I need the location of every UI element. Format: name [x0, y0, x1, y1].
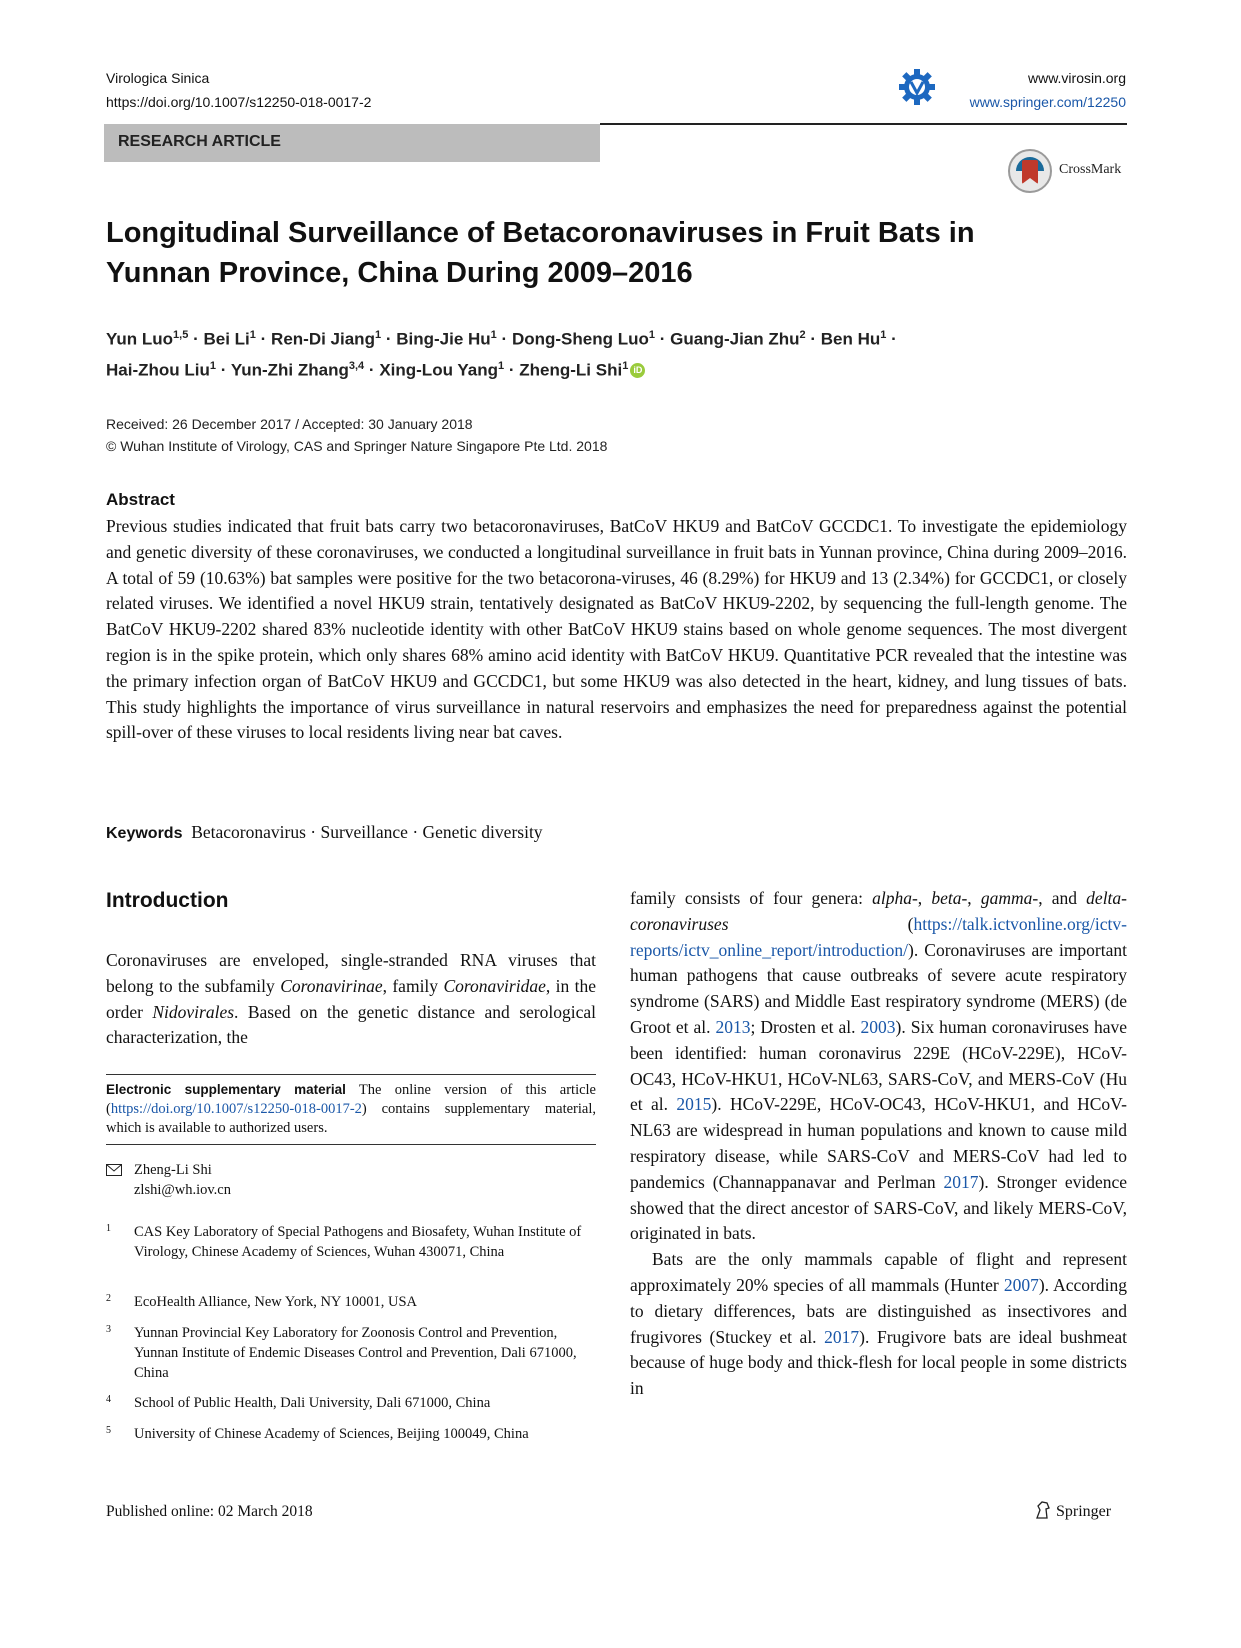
header-rule	[600, 123, 1127, 125]
footnote-rule-2	[106, 1144, 596, 1145]
article-type-label: RESEARCH ARTICLE	[118, 133, 281, 150]
virosin-logo-icon	[898, 68, 936, 106]
corresponding-email[interactable]: zlshi@wh.iov.cn	[134, 1182, 231, 1198]
publisher-name: Springer	[1056, 1503, 1112, 1520]
abstract-heading: Abstract	[106, 490, 175, 509]
intro-paragraph: family consists of four genera: alpha-, beta-, gamma-, and delta-coronaviruses (https://talk.ictvonline.org/ictv-reports/ictv_online_report/introduction/). Coronaviruses are important human pathogens that cause outbreaks of severe acute respiratory syndrome (SARS) and Middle East respiratory syndrome (MERS) (de Groot et al. 2013; Drosten et al. 2003). Six human coronaviruses have been identified: human coronavirus 229E (HCoV-229E), HCoV-OC43, HCoV-HKU1, HCoV-NL63, SARS-CoV, and MERS-CoV (Hu et al. 2015). HCoV-229E, HCoV-OC43, HCoV-HKU1, and HCoV-NL63 are widespread in human populations and known to cause mild respiratory disease, while SARS-CoV and MERS-CoV had led to pandemics (Channappanavar and Perlman 2017). Stronger evidence showed that the direct ancestor of SARS-CoV, and likely MERS-CoV, originated in bats.	[630, 888, 1128, 1244]
intro-paragraph: Bats are the only mammals capable of flight and represent approximately 20% species of all mammals (Hunter 2007). According to dietary differences, bats are distinguished as insectivores and frugivores (Stuckey et al. 2017). Frugivore bats are ideal bushmeat because of huge body and thick-flesh for local people in some districts in	[630, 1249, 1127, 1399]
intro-heading: Introduction	[106, 889, 229, 912]
keywords	[106, 822, 543, 843]
received-accepted: Received: 26 December 2017 / Accepted: 30 January 2018	[106, 416, 473, 432]
citation-link[interactable]: 2017	[824, 1326, 860, 1347]
author-name: Yun Luo	[106, 329, 174, 349]
springer-horse-icon	[1034, 1500, 1052, 1520]
springer-url[interactable]: www.springer.com/12250	[969, 94, 1126, 110]
corresponding-author: Zheng-Li Shi	[134, 1162, 212, 1178]
correspondence	[106, 1160, 596, 1200]
intro-left-text: Coronaviruses are enveloped, single-stranded RNA viruses that belong to the subfamily Coronavirinae, family Coronaviridae, in the order Nidovirales. Based on the genetic distance and serological characterization, the	[106, 950, 596, 1048]
citation-link[interactable]: 2007	[1003, 1274, 1039, 1295]
author-name: Dong-Sheng Luo	[511, 329, 649, 349]
citation-link[interactable]: 2017	[943, 1171, 979, 1192]
author-name: Guang-Jian Zhu	[670, 329, 800, 349]
crossmark-label: CrossMark	[1059, 162, 1122, 177]
intro-right-text	[630, 886, 1127, 1402]
article-dates	[106, 413, 607, 457]
affiliation: 5 University of Chinese Academy of Sciences, Beijing 100049, China	[106, 1425, 529, 1442]
journal-header	[106, 66, 371, 114]
author-name: Hai-Zhou Liu	[106, 360, 210, 380]
keywords-list: Betacoronavirus · Surveillance · Genetic diversity	[191, 822, 543, 842]
citation-link[interactable]: 2003	[860, 1016, 896, 1037]
author-name: Bing-Jie Hu	[396, 329, 491, 349]
author-name: Zheng-Li Shi	[519, 360, 623, 380]
author-name: Ben Hu	[820, 329, 881, 349]
ictv-link[interactable]: https://talk.ictvonline.org/ictv-reports/ictv_online_report/introduction/	[630, 913, 1127, 960]
author-name: Ren-Di Jiang	[271, 329, 375, 349]
site-links	[970, 66, 1126, 114]
esm-doi-link[interactable]: https://doi.org/10.1007/s12250-018-0017-2	[110, 1101, 362, 1117]
doi-text: https://doi.org/10.1007/s12250-018-0017-2	[106, 94, 372, 110]
author-affil: 1,5	[173, 329, 189, 341]
author-list: Yun Luo$^{1,5}$ · Bei Li$^1$ · Ren-Di Jiang$^1$ · Bing-Jie Hu$^1$ · Dong-Sheng Luo$^1$ · Guang-Jian Zhu$^2$ · Ben Hu$^1$ · Hai-Zhou Liu$^1$ · Yun-Zhi Zhang$^{3,4}$ · Xing-Lou Yang$^1$ · Zheng-Li Shi$^1$ iD	[106, 329, 897, 380]
affiliation: 2 EcoHealth Alliance, New York, NY 10001, USA	[106, 1293, 417, 1310]
springer-footer	[1034, 1500, 1111, 1521]
copyright-line: © Wuhan Institute of Virology, CAS and Springer Nature Singapore Pte Ltd. 2018	[106, 438, 608, 454]
journal-name: Virologica Sinica	[106, 70, 210, 86]
orcid-icon[interactable]: iD	[630, 363, 645, 378]
affiliation: 1 CAS Key Laboratory of Special Pathogens and Biosafety, Wuhan Institute of Virology, Chinese Academy of Sciences, Wuhan 430071, China	[106, 1223, 582, 1260]
author-name: Bei Li	[203, 329, 250, 349]
published-date: Published online: 02 March 2018	[106, 1503, 313, 1520]
crossmark-icon	[1007, 148, 1053, 194]
author-name: Xing-Lou Yang	[379, 360, 498, 380]
article-title: Longitudinal Surveillance of Betacoronaviruses in Fruit Bats in Yunnan Province, China During 2009–2016	[106, 217, 975, 289]
virosin-url[interactable]: www.virosin.org	[1027, 70, 1126, 86]
keywords-label: Keywords	[106, 825, 183, 842]
supplementary-note: Electronic supplementary material The online version of this article (https://doi.org/10.1007/s12250-018-0017-2) contains supplementary material, which is available to authorized users.	[106, 1082, 596, 1136]
citation-link[interactable]: 2013	[715, 1016, 751, 1037]
crossmark-badge[interactable]	[1007, 148, 1122, 199]
citation-link[interactable]: 2015	[676, 1094, 712, 1115]
author-name: Yun-Zhi Zhang	[230, 360, 349, 380]
article-type-banner	[104, 124, 600, 162]
esm-label: Electronic supplementary material	[106, 1082, 346, 1097]
envelope-icon	[106, 1164, 122, 1176]
affiliation: 3 Yunnan Provincial Key Laboratory for Zoonosis Control and Prevention, Yunnan Institute of Endemic Diseases Control and Prevention, Dali 671000, China	[106, 1324, 577, 1381]
abstract-text: Previous studies indicated that fruit bats carry two betacoronaviruses, BatCoV HKU9 and BatCoV GCCDC1. To investigate the epidemiology and genetic diversity of these coronaviruses, we conducted a longitudinal surveillance in fruit bats in Yunnan province, China during 2009–2016. A total of 59 (10.63%) bat samples were positive for the two betacorona-viruses, 46 (8.29%) for HKU9 and 13 (2.34%) for GCCDC1, or closely related viruses. We identified a novel HKU9 strain, tentatively designated as BatCoV HKU9-2202, by sequencing the full-length genome. The BatCoV HKU9-2202 shared 83% nucleotide identity with other BatCoV HKU9 stains based on whole genome sequences. The most divergent region is in the spike protein, which only shares 68% amino acid identity with BatCoV HKU9. Quantitative PCR revealed that the intestine was the primary infection organ of BatCoV HKU9 and GCCDC1, but some HKU9 was also detected in the heart, kidney, and lung tissues of bats. This study highlights the importance of virus surveillance in natural reservoirs and emphasizes the need for preparedness against the potential spill-over of these viruses to local residents living near bat caves.	[106, 516, 1127, 743]
affiliation: 4 School of Public Health, Dali University, Dali 671000, China	[106, 1394, 491, 1411]
footnote-rule	[106, 1074, 596, 1075]
